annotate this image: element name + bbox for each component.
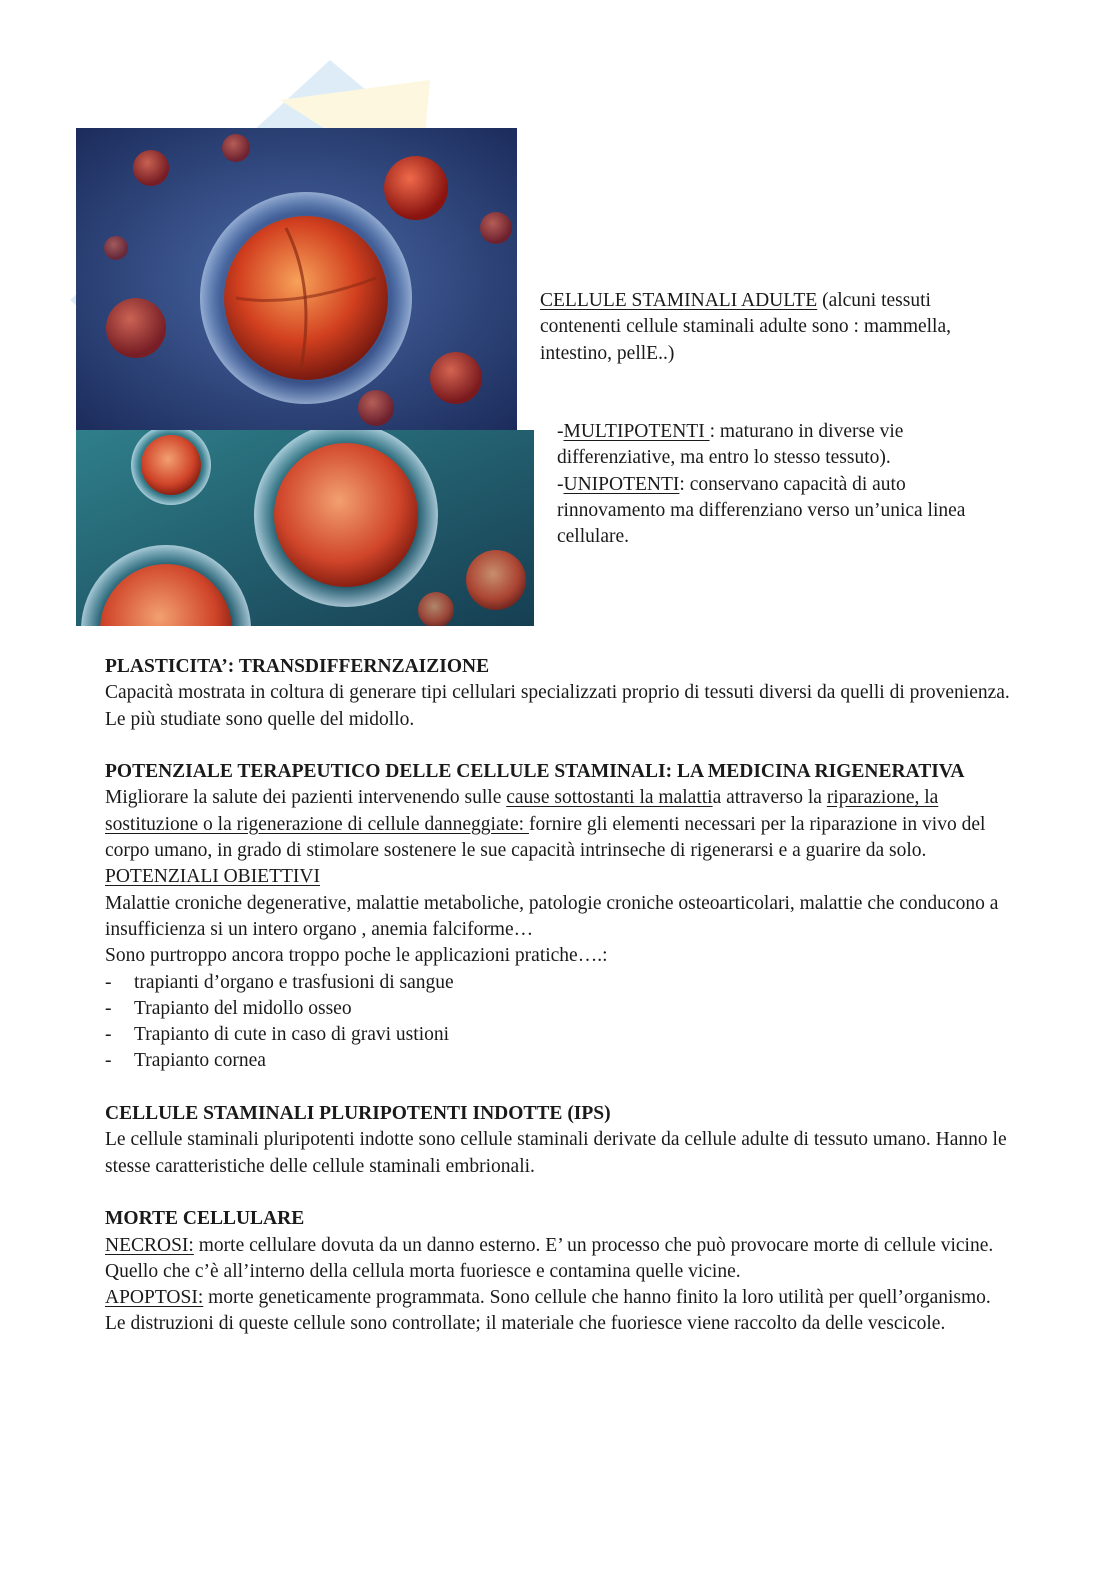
list-item: - Trapianto del midollo osseo [105,997,352,1019]
objectives-text: Malattie croniche degenerative, malattie metaboliche, patologie croniche osteoarticolari, malattie che conducono a insufficienza si un intero organo , anemia falciforme… [105,892,999,940]
multipotent-item: -MULTIPOTENTI : maturano in diverse vie differenziative, ma entro lo stesso tessuto). [557,421,904,469]
potency-types [557,419,1017,550]
apoptosis-label: APOPTOSI: [105,1287,204,1309]
list-item: - Trapianto cornea [105,1050,266,1072]
list-item: - trapianti d’organo e trasfusioni di sangue [105,971,454,993]
adult-stem-cells-intro [540,288,1010,367]
cell-death-heading: MORTE CELLULARE [105,1208,305,1230]
plasticity-paragraph: Capacità mostrata in coltura di generare tipi cellulari specializzati proprio di tessuti diversi da quelli di provenienza. [105,682,1010,704]
applications-text: Sono purtroppo ancora troppo poche le applicazioni pratiche….: [105,945,608,967]
unipotent-item: -UNIPOTENTI: conservano capacità di auto rinnovamento ma differenziano verso un’unica linea cellulare. [557,473,966,548]
therapeutic-heading: POTENZIALE TERAPEUTICO DELLE CELLULE STAMINALI: LA MEDICINA RIGENERATIVA [105,761,965,783]
necrosis-label: NECROSI: [105,1234,194,1256]
objectives-label: POTENZIALI OBIETTIVI [105,866,320,888]
multipotent-label: MULTIPOTENTI [563,421,710,442]
list-item: - Trapianto di cute in caso di gravi ustioni [105,1024,450,1046]
ips-heading: CELLULE STAMINALI PLURIPOTENTI INDOTTE (IPS) [105,1103,611,1125]
embryo-cells-image [76,128,517,430]
multipotent-text: : maturano in diverse vie differenziative, ma entro lo stesso tessuto). [557,421,904,469]
therapeutic-paragraph: Migliorare la salute dei pazienti intervenendo sulle cause sottostanti la malattia attraverso la riparazione, la sostituzione o la rigenerazione di cellule danneggiate: fornire gli elementi necessari per la riparazione in vivo del corpo umano, in grado di stimolare sostenere le sue capacità intrinseche di rigenerarsi e a guarire da solo. [105,787,986,862]
adult-stem-cells-title: CELLULE STAMINALI ADULTE [540,290,818,311]
plasticity-heading: PLASTICITA’: TRANSDIFFERNZAIZIONE [105,656,490,677]
document-body [105,654,1010,1338]
unipotent-text: : conservano capacità di auto rinnovamento ma differenziano verso un’unica linea cellulare. [557,473,966,548]
ips-paragraph: Le cellule staminali pluripotenti indotte sono cellule staminali derivate da cellule adulte di tessuto umano. Hanno le stesse caratteristiche delle cellule staminali embrionali. [105,1129,1007,1177]
necrosis-paragraph: NECROSI: morte cellulare dovuta da un danno esterno. E’ un processo che può provocare morte di cellule vicine. Quello che c’è all’interno della cellula morta fuoriesce e contamina quelle vicine. [105,1234,994,1282]
applications-list [105,970,1010,1075]
morula-cells-image [76,430,534,626]
unipotent-label: UNIPOTENTI [563,473,680,495]
apoptosis-paragraph: APOPTOSI: morte geneticamente programmata. Sono cellule che hanno finito la loro utilità per quell’organismo. Le distruzioni di queste cellule sono controllate; il materiale che fuoriesce viene raccolto da delle vescicole. [105,1287,991,1335]
plasticity-note: Le più studiate sono quelle del midollo. [105,708,415,730]
adult-stem-cells-desc: (alcuni tessuti contenenti cellule staminali adulte sono : mammella, intestino, pellE..) [540,290,952,364]
